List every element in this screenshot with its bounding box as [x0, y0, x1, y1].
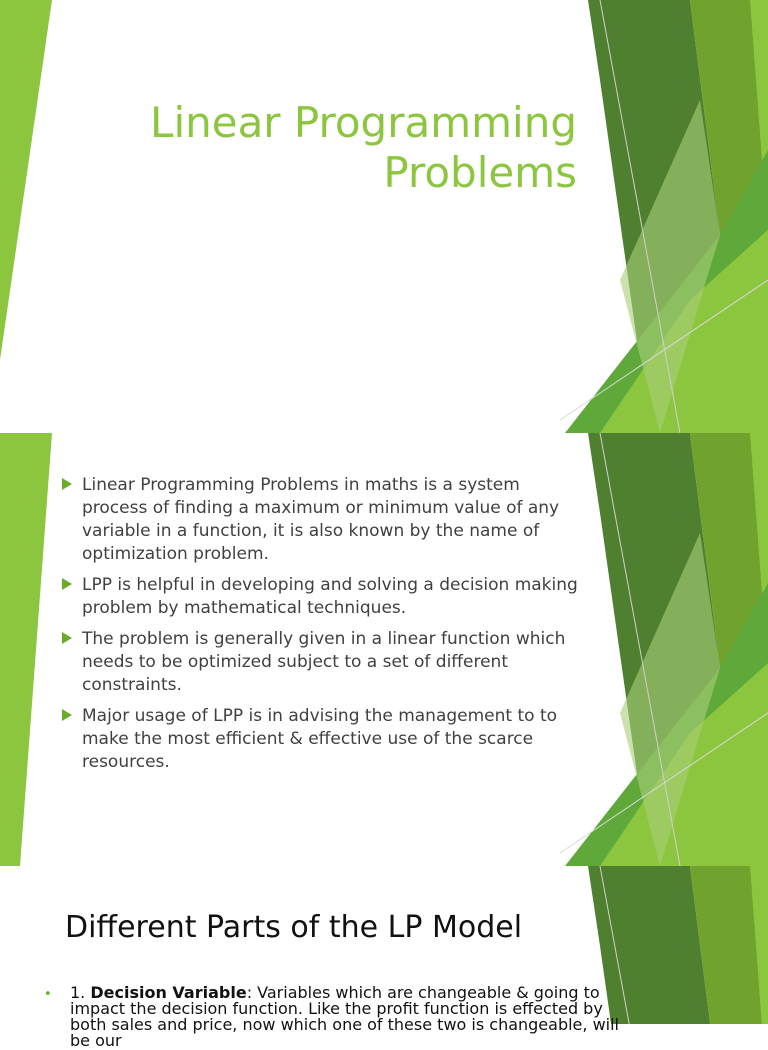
bullet-item — [60, 628, 582, 697]
title-line-2: Problems — [383, 148, 577, 197]
definition-body — [70, 985, 635, 1049]
bullet-arrow-icon — [62, 709, 72, 721]
slide-1 — [0, 0, 768, 433]
title-line-1: Linear Programming — [150, 98, 577, 147]
bullet-text: Linear Programming Problems in maths is a system process of finding a maximum or minimum value of any variable in a function, it is also known by the name of optimization problem. — [82, 475, 560, 564]
bullet-text: LPP is helpful in developing and solving a decision making problem by mathematical techniques. — [82, 575, 578, 618]
bullet-arrow-icon — [62, 478, 72, 490]
section-title: Different Parts of the LP Model — [65, 910, 523, 945]
bullet-text: The problem is generally given in a linear function which needs to be optimized subject to a set of different constraints. — [82, 629, 566, 695]
bullet-arrow-icon — [62, 578, 72, 590]
item-term: Decision Variable — [90, 983, 247, 1002]
bullet-item — [60, 705, 582, 774]
bullet-dot-icon: • — [44, 987, 52, 1002]
bullet-item — [60, 474, 582, 566]
slide-decoration — [0, 0, 768, 433]
bullet-arrow-icon — [62, 632, 72, 644]
item-text: : Variables which are changeable & going to impact the decision function. Like the profit function is effected by both sales and price, now which one of these two is changeable, will be our — [70, 983, 619, 1050]
bullet-item — [60, 574, 582, 620]
item-number: 1. — [70, 983, 86, 1002]
slide-title — [57, 98, 577, 198]
bullet-list — [60, 474, 582, 782]
bullet-text: Major usage of LPP is in advising the management to to make the most efficient & effective use of the scarce resources. — [82, 706, 558, 772]
